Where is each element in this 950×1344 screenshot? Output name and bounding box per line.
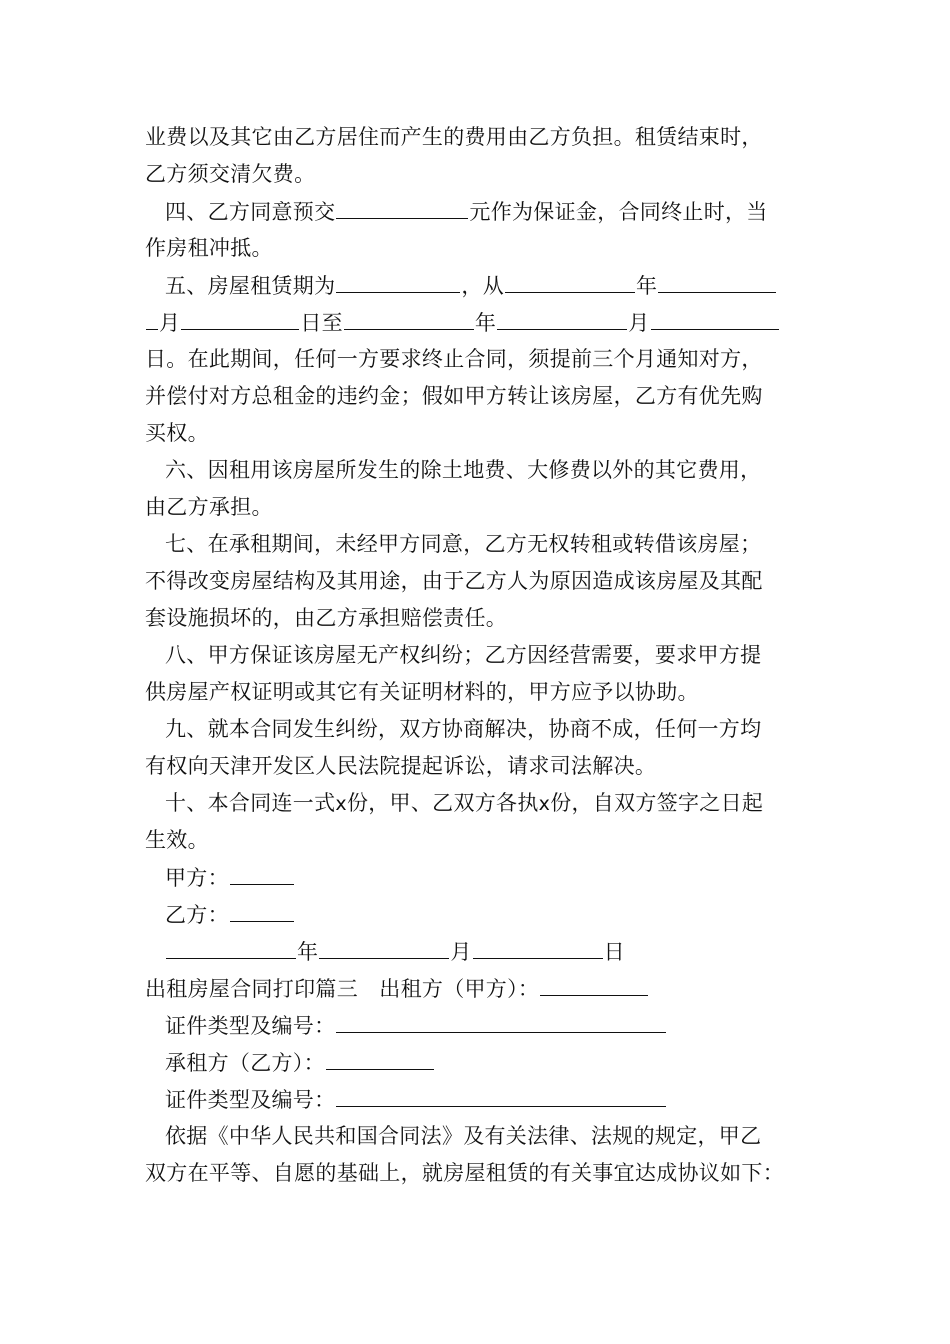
text-line: 乙方须交清欠费。	[145, 162, 316, 186]
lessee-blank	[326, 1047, 434, 1070]
clause-5-text: 年	[474, 311, 497, 335]
lessee-id-blank	[336, 1084, 666, 1107]
text-line: 供房屋产权证明或其它有关证明材料的，甲方应予以协助。	[145, 680, 699, 704]
text-line: 六、因租用该房屋所发生的除土地费、大修费以外的其它费用，	[165, 458, 762, 482]
text-line: 并偿付对方总租金的违约金；假如甲方转让该房屋，乙方有优先购	[145, 384, 763, 408]
text-line: 生效。	[145, 828, 209, 852]
party-b-label: 乙方：	[165, 903, 229, 927]
clause-10-text: 份，自双方签字之日起	[550, 791, 764, 815]
clause-5-line-1	[165, 270, 835, 301]
copies-count: x	[335, 793, 347, 815]
clause-4-text: 四、乙方同意预交	[165, 200, 336, 224]
clause-5-text: 月	[628, 311, 650, 335]
sign-day-blank	[473, 936, 603, 959]
clause-10-text: 十、本合同连一式	[165, 791, 336, 815]
section-3-title: 出租房屋合同打印篇三 出租方（甲方）：	[145, 977, 540, 1001]
clause-5-text: 日至	[300, 311, 343, 335]
clause-5-text: 五、房屋租赁期为	[165, 274, 336, 298]
lessee-line	[165, 1047, 835, 1078]
end-day-blank	[651, 307, 779, 330]
clause-5-text: 年	[636, 274, 658, 298]
sign-year-blank	[166, 936, 296, 959]
start-month-blank	[658, 270, 776, 293]
party-a-label: 甲方：	[165, 866, 229, 890]
start-month-blank-cont	[146, 307, 158, 330]
end-month-blank	[497, 307, 627, 330]
text-line: 九、就本合同发生纠纷，双方协商解决，协商不成，任何一方均	[165, 717, 762, 741]
text-line: 不得改变房屋结构及其用途，由于乙方人为原因造成该房屋及其配	[145, 569, 763, 593]
party-b-signature-line	[165, 899, 835, 930]
clause-5-line-2	[145, 307, 815, 338]
signing-date-line	[165, 936, 835, 967]
text-line: 有权向天津开发区人民法院提起诉讼，请求司法解决。	[145, 754, 657, 778]
party-a-blank	[230, 862, 294, 885]
clause-10-text: 份，甲、乙双方各执	[346, 791, 539, 815]
clause-5-text: ，从	[461, 274, 505, 298]
lessor-id-line	[165, 1010, 835, 1041]
text-line: 双方在平等、自愿的基础上，就房屋租赁的有关事宜达成协议如下：	[145, 1161, 784, 1185]
end-year-blank	[344, 307, 474, 330]
text-line: 作房租冲抵。	[145, 236, 273, 260]
day-label: 日	[603, 940, 625, 964]
party-a-signature-line	[165, 862, 835, 893]
sign-month-blank	[319, 936, 449, 959]
lessor-id-blank	[336, 1010, 666, 1033]
start-year-blank	[505, 270, 635, 293]
text-line: 八、甲方保证该房屋无产权纠纷；乙方因经营需要，要求甲方提	[165, 643, 762, 667]
party-b-blank	[230, 899, 294, 922]
text-line: 依据《中华人民共和国合同法》及有关法律、法规的规定，甲乙	[165, 1124, 762, 1148]
text-line: 日。在此期间，任何一方要求终止合同，须提前三个月通知对方，	[145, 347, 763, 371]
clause-4-text: 元作为保证金，合同终止时，当	[469, 200, 768, 224]
text-line: 套设施损坏的，由乙方承担赔偿责任。	[145, 606, 508, 630]
clause-10-line-1	[165, 788, 835, 819]
id-type-label: 证件类型及编号：	[165, 1088, 336, 1112]
lessee-label: 承租方（乙方）：	[165, 1051, 325, 1075]
text-line: 业费以及其它由乙方居住而产生的费用由乙方负担。租赁结束时，	[145, 125, 763, 149]
clause-5-text: 月	[159, 311, 181, 335]
clause-4-line-1	[165, 196, 835, 227]
section-3-header-line	[145, 973, 815, 1004]
deposit-blank	[336, 196, 468, 219]
text-line: 由乙方承担。	[145, 495, 273, 519]
year-label: 年	[297, 940, 319, 964]
month-label: 月	[450, 940, 472, 964]
copies-each: x	[538, 793, 551, 815]
lessee-id-line	[165, 1084, 835, 1115]
lessor-blank	[540, 973, 648, 996]
id-type-label: 证件类型及编号：	[165, 1014, 336, 1038]
lease-term-blank	[336, 270, 460, 293]
text-line: 七、在承租期间，未经甲方同意，乙方无权转租或转借该房屋；	[165, 532, 762, 556]
text-line: 买权。	[145, 421, 209, 445]
start-day-blank	[181, 307, 299, 330]
